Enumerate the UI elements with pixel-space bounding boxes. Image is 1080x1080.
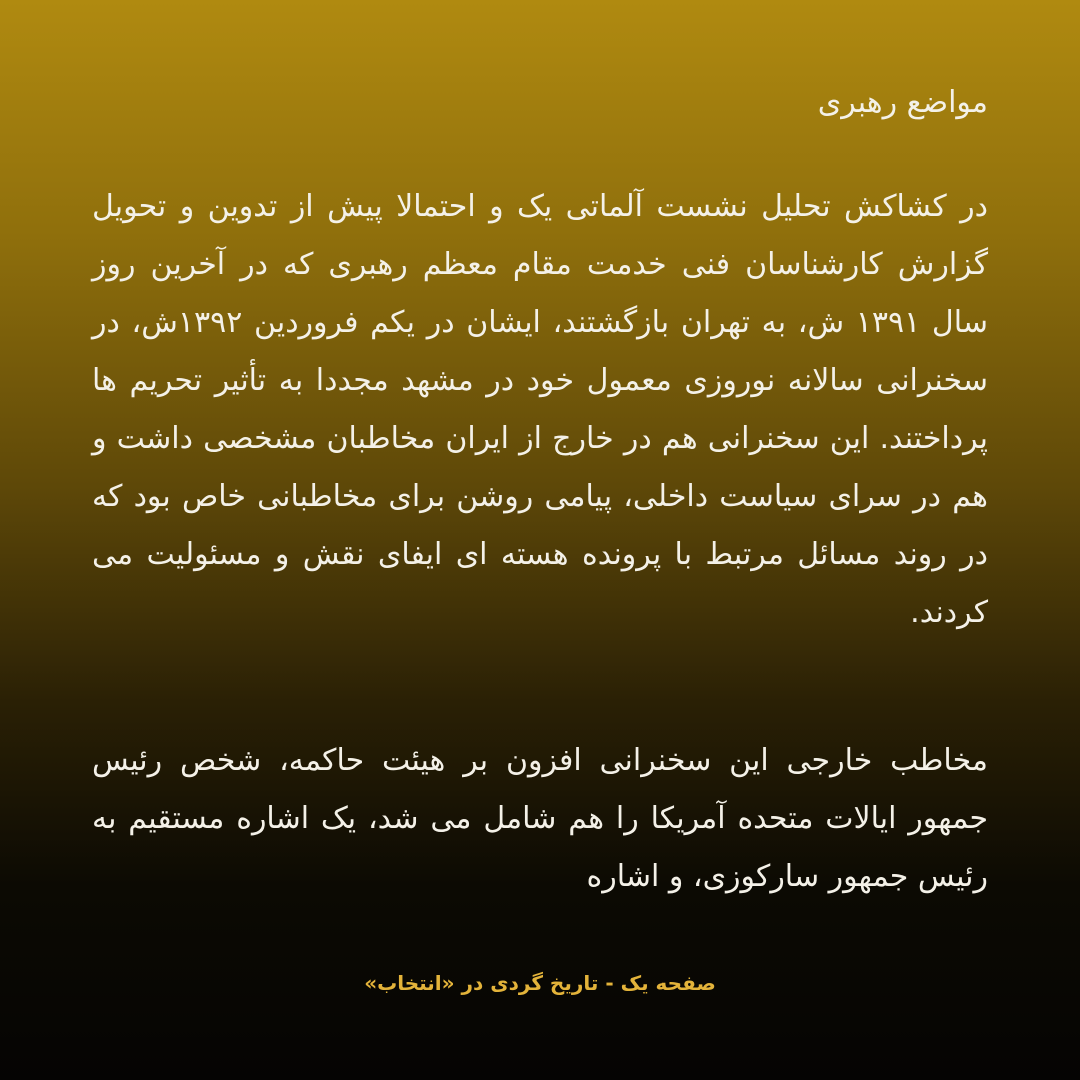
page-footer: صفحه یک - تاریخ گردی در «انتخاب» <box>364 971 716 995</box>
paragraph-2: مخاطب خارجی این سخنرانی افزون بر هیئت حاکمه، شخص رئیس جمهور ایالات متحده آمریکا را هم شامل می شد، یک اشاره مستقیم به رئیس جمهور سارکوزی، و اشاره <box>92 743 988 894</box>
paragraph-1: در کشاکش تحلیل نشست آلماتی یک و احتمالا پیش از تدوین و تحویل گزارش کارشناسان فنی خدمت مقام معظم رهبری که در آخرین روز سال ۱۳۹۱ ش، به تهران بازگشتند، ایشان در یکم فروردین ۱۳۹۲ش، در سخنرانی سالانه نوروزی معمول خود در مشهد مجددا به تأثیر تحریم ها پرداختند. این سخنرانی هم در خارج از ایران مخاطبان مشخصی داشت و هم در سرای سیاست داخلی، پیامی روشن برای مخاطبانی خاص بود که در روند مسائل مرتبط با پرونده هسته ای ایفای نقش و مسئولیت می کردند. <box>92 189 988 630</box>
section-heading: مواضع رهبری <box>817 85 988 120</box>
